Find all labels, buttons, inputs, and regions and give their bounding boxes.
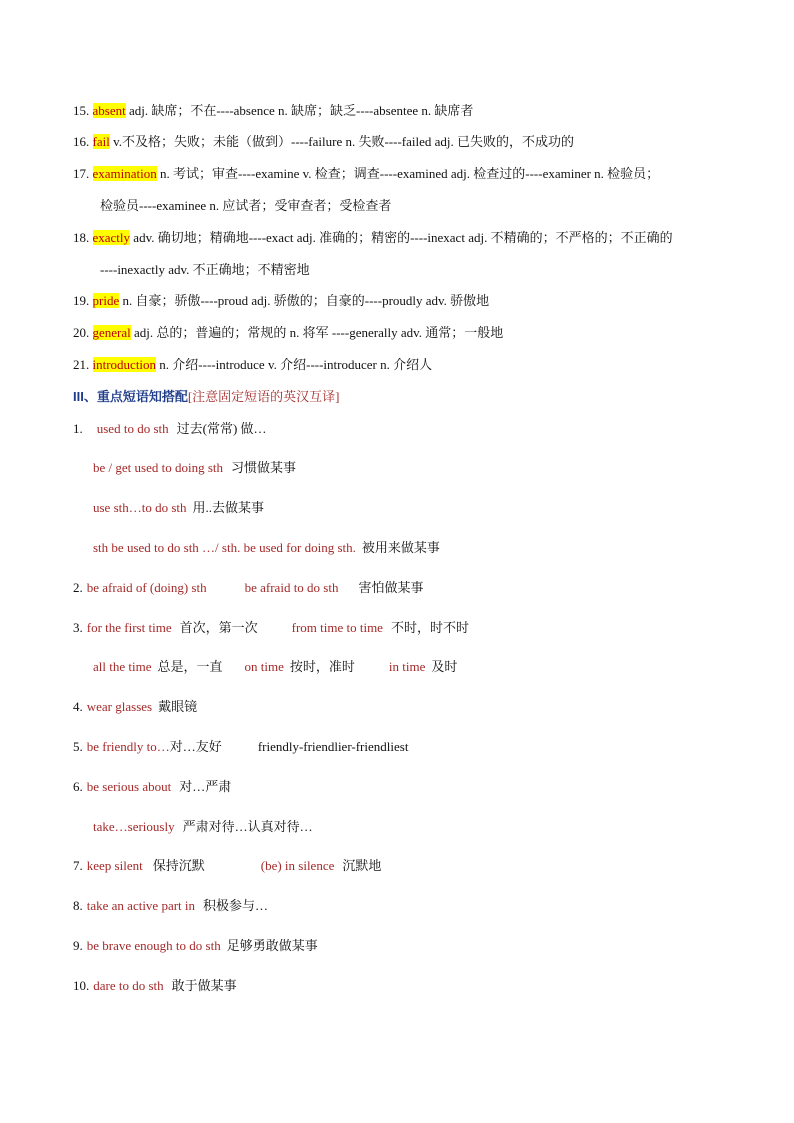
vocab-definition: adv. 确切地；精确地----exact adj. 准确的；精密的----inexact adj. 不精确的；不严格的；不正确的 <box>130 230 673 245</box>
phrase-chinese: 被用来做某事 <box>361 540 440 555</box>
phrase-number: 7. <box>73 858 83 873</box>
phrase-chinese: 足够勇敢做某事 <box>226 938 318 953</box>
phrase-english: (be) in silence <box>260 858 335 873</box>
phrase-number: 2. <box>73 580 83 595</box>
vocab-headword: exactly <box>92 230 131 245</box>
phrase-number: 10. <box>73 978 90 993</box>
phrase-chinese: 对…友好 <box>169 739 222 754</box>
section-title: III、重点短语知搭配 <box>73 389 188 404</box>
phrase-english: be afraid to do sth <box>244 580 339 595</box>
phrase-english: all the time <box>93 659 152 674</box>
phrase-chinese: 戴眼镜 <box>158 699 198 714</box>
phrase-7 <box>73 856 381 876</box>
phrase-1 <box>73 419 267 439</box>
vocab-number: 21. <box>73 357 93 372</box>
vocab-definition: n. 考试；审查----examine v. 检查；调查----examined adj. 检查过的----examiner n. 检验员； <box>156 166 660 181</box>
phrase-chinese: 过去(常常) 做… <box>176 421 267 436</box>
phrase-chinese: 用..去做某事 <box>192 500 265 515</box>
vocab-headword: general <box>92 325 131 340</box>
phrase-english: be serious about <box>86 779 172 794</box>
phrase-english: be brave enough to do sth <box>86 938 221 953</box>
vocab-item-17-continuation: 检验员----examinee n. 应试者；受审查者；受检查者 <box>100 198 392 213</box>
phrase-chinese: 保持沉默 <box>152 858 205 873</box>
phrase-6 <box>73 777 231 797</box>
phrase-english: take an active part in <box>86 898 196 913</box>
vocab-headword: introduction <box>92 357 157 372</box>
vocab-definition: n. 自豪；骄傲----proud adj. 骄傲的；自豪的----proudly adv. 骄傲地 <box>119 293 490 308</box>
phrase-6b <box>93 817 313 837</box>
vocab-definition: v.不及格；失败；未能（做到）----failure n. 失败----failed adj. 已失败的，不成功的 <box>109 134 575 149</box>
phrase-3b <box>93 657 457 677</box>
phrase-5 <box>73 737 408 757</box>
vocab-item-21 <box>73 355 432 375</box>
phrase-9 <box>73 936 318 956</box>
phrase-english: be afraid of (doing) sth <box>86 580 207 595</box>
phrase-english: on time <box>244 659 284 674</box>
phrase-number: 5. <box>73 739 83 754</box>
vocab-item-18-continuation: ----inexactly adv. 不正确地；不精密地 <box>100 262 310 277</box>
vocab-item-17 <box>73 164 659 184</box>
phrase-english: use sth…to do sth <box>93 500 187 515</box>
phrase-english: wear glasses <box>86 699 153 714</box>
phrase-english: sth be used to do sth …/ sth. be used for doing sth. <box>93 540 356 555</box>
phrase-2 <box>73 578 424 598</box>
phrase-english: keep silent <box>86 858 143 873</box>
phrase-chinese: 及时 <box>431 659 458 674</box>
vocab-headword: absent <box>92 103 126 118</box>
phrase-chinese: 对…严肃 <box>179 779 232 794</box>
phrase-english: take…seriously <box>93 819 175 834</box>
phrase-chinese: 不时，时不时 <box>390 620 469 635</box>
vocab-item-18 <box>73 228 673 248</box>
phrase-chinese: 按时，准时 <box>289 659 355 674</box>
vocab-headword: fail <box>92 134 110 149</box>
phrase-8 <box>73 896 268 916</box>
vocab-item-19 <box>73 291 489 311</box>
vocab-item-16 <box>73 132 574 152</box>
vocab-item-20 <box>73 323 503 343</box>
vocab-headword: pride <box>92 293 120 308</box>
vocab-number: 16. <box>73 134 93 149</box>
phrase-english: for the first time <box>86 620 172 635</box>
phrase-1b <box>93 458 296 478</box>
vocab-number: 15. <box>73 103 93 118</box>
phrase-chinese: 积极参与… <box>203 898 269 913</box>
section-note: [注意固定短语的英汉互译] <box>187 389 340 404</box>
phrase-chinese: 害怕做某事 <box>358 580 424 595</box>
vocab-number: 19. <box>73 293 93 308</box>
phrase-number: 3. <box>73 620 83 635</box>
phrase-comparison: friendly-friendlier-friendliest <box>257 739 409 754</box>
phrase-chinese: 总是，一直 <box>157 659 223 674</box>
phrase-chinese: 沉默地 <box>342 858 382 873</box>
vocab-definition: adj. 总的；普遍的；常规的 n. 将军 ----generally adv. 通常；一般地 <box>130 325 504 340</box>
phrase-english: be friendly to… <box>86 739 170 754</box>
phrase-english: from time to time <box>291 620 383 635</box>
vocab-number: 20. <box>73 325 93 340</box>
phrase-number: 4. <box>73 699 83 714</box>
phrase-3 <box>73 618 469 638</box>
phrase-number: 9. <box>73 938 83 953</box>
phrase-english: used to do sth <box>96 421 169 436</box>
vocab-item-15 <box>73 101 473 121</box>
phrase-chinese: 首次，第一次 <box>179 620 258 635</box>
phrase-1d <box>93 538 440 558</box>
phrase-number: 1. <box>73 421 83 436</box>
phrase-chinese: 严肃对待…认真对待… <box>182 819 313 834</box>
phrase-1c <box>93 498 264 518</box>
phrase-10 <box>73 976 237 996</box>
vocab-number: 18. <box>73 230 93 245</box>
phrase-english: dare to do sth <box>93 978 164 993</box>
phrase-english: be / get used to doing sth <box>93 460 223 475</box>
phrase-number: 8. <box>73 898 83 913</box>
section-heading <box>73 387 340 407</box>
vocab-definition: n. 介绍----introduce v. 介绍----introducer n. 介绍人 <box>156 357 433 372</box>
vocab-headword: examination <box>92 166 157 181</box>
vocab-number: 17. <box>73 166 93 181</box>
phrase-chinese: 敢于做某事 <box>171 978 237 993</box>
vocab-definition: adj. 缺席；不在----absence n. 缺席；缺乏----absentee n. 缺席者 <box>125 103 474 118</box>
phrase-4 <box>73 697 197 717</box>
phrase-number: 6. <box>73 779 83 794</box>
phrase-english: in time <box>388 659 426 674</box>
phrase-chinese: 习惯做某事 <box>231 460 297 475</box>
